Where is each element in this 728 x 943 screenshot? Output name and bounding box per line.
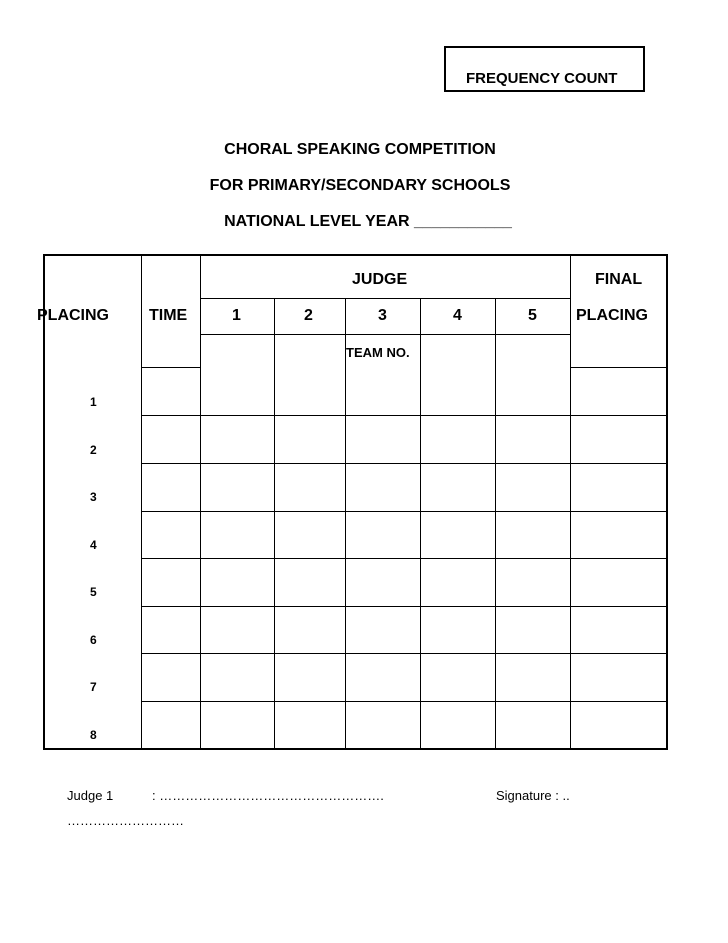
col-divider-time-judge1 bbox=[200, 256, 201, 748]
placing-row-2: 2 bbox=[90, 443, 97, 457]
placing-header: PLACING bbox=[37, 307, 109, 324]
row-divider-6 bbox=[141, 653, 668, 654]
col-divider-judge2-judge3 bbox=[345, 298, 346, 748]
placing-row-1: 1 bbox=[90, 395, 97, 409]
col-divider-judge1-judge2 bbox=[274, 298, 275, 748]
row-divider-4 bbox=[141, 558, 668, 559]
judge-header: JUDGE bbox=[352, 271, 408, 288]
col-divider-placing-time bbox=[141, 256, 142, 748]
placing-row-4: 4 bbox=[90, 538, 97, 552]
header-bottom-line-final bbox=[570, 367, 668, 368]
col-divider-judge3-judge4 bbox=[420, 298, 421, 748]
row-divider-5 bbox=[141, 606, 668, 607]
judge-number-1: 1 bbox=[232, 307, 241, 324]
judge-number-4: 4 bbox=[453, 307, 462, 324]
frequency-count-label: FREQUENCY COUNT bbox=[466, 70, 618, 87]
row-divider-1 bbox=[141, 415, 668, 416]
judge-number-3: 3 bbox=[378, 307, 387, 324]
competition-title: CHORAL SPEAKING COMPETITION bbox=[224, 141, 496, 158]
placing-row-3: 3 bbox=[90, 490, 97, 504]
signature-label: Signature : .. bbox=[496, 788, 570, 803]
placing-row-5: 5 bbox=[90, 585, 97, 599]
row-divider-3 bbox=[141, 511, 668, 512]
row-divider-7 bbox=[141, 701, 668, 702]
level-year-line: NATIONAL LEVEL YEAR ___________ bbox=[224, 213, 512, 230]
judge-number-underline bbox=[200, 334, 570, 335]
placing-row-6: 6 bbox=[90, 633, 97, 647]
col-divider-judge5-final bbox=[570, 256, 571, 748]
placing-row-7: 7 bbox=[90, 680, 97, 694]
placing-row-8: 8 bbox=[90, 728, 97, 742]
judge-1-name-dots: : ……………………………………………. bbox=[152, 788, 384, 803]
final-header: FINAL bbox=[595, 271, 643, 288]
time-header: TIME bbox=[149, 307, 188, 324]
header-bottom-line-time bbox=[141, 367, 200, 368]
final-placing-header: PLACING bbox=[576, 307, 648, 324]
judge-header-underline bbox=[200, 298, 570, 299]
judge-number-5: 5 bbox=[528, 307, 537, 324]
schools-subtitle: FOR PRIMARY/SECONDARY SCHOOLS bbox=[209, 177, 511, 194]
score-table bbox=[37, 254, 668, 750]
judge-1-label: Judge 1 bbox=[67, 788, 114, 803]
judge-number-2: 2 bbox=[304, 307, 313, 324]
team-no-header: TEAM NO. bbox=[346, 345, 410, 360]
row-divider-2 bbox=[141, 463, 668, 464]
col-divider-judge4-judge5 bbox=[495, 298, 496, 748]
signature-continued-dots: ……………………… bbox=[67, 813, 184, 828]
